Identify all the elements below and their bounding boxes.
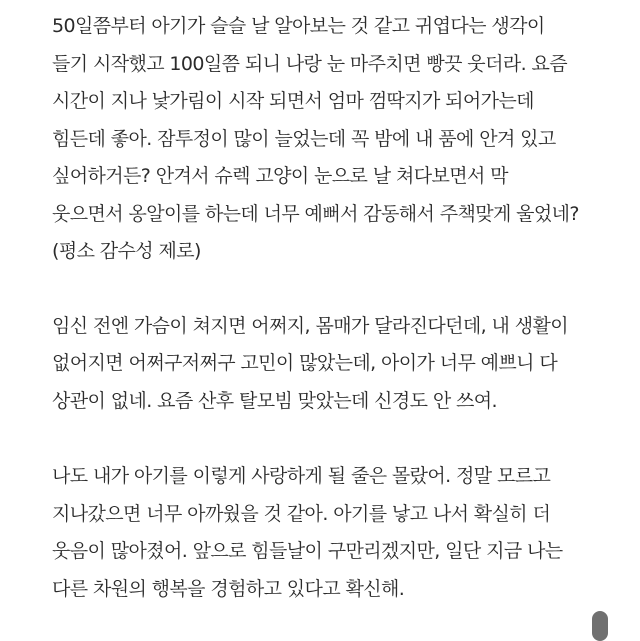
text-line: 시간이 지나 낯가림이 시작 되면서 엄마 껌딱지가 되어가는데 [52,90,534,112]
text-line: 임신 전엔 가슴이 쳐지면 어쩌지, 몸매가 달라진다던데, 내 생활이 [52,314,569,337]
paragraph-pregnancy-worries [52,308,620,421]
scroll-indicator[interactable] [592,611,608,641]
paragraph-spacer [52,271,620,308]
paragraph-baby-smiles [52,8,620,271]
text-line: 웃음이 많아졌어. 앞으로 힘들날이 구만리겠지만, 일단 지금 나는 [52,540,563,562]
text-line: 들기 시작했고 100일쯤 되니 나랑 눈 마주치면 빵끗 웃더라. 요즘 [52,52,567,75]
text-line: 지나갔으면 너무 아까웠을 것 같아. 아기를 낳고 나서 확실히 더 [52,502,551,525]
text-line: 싶어하거든? 안겨서 슈렉 고양이 눈으로 날 쳐다보면서 막 [52,165,508,187]
text-line: 상관이 없네. 요즘 산후 탈모빔 맞았는데 신경도 안 쓰여. [52,389,497,412]
text-line: 50일쯤부터 아기가 슬슬 날 알아보는 것 같고 귀엽다는 생각이 [52,15,545,37]
text-line: 웃으면서 옹알이를 하는데 너무 예뻐서 감동해서 주책맞게 울었네? [52,202,579,225]
text-line: (평소 감수성 제로) [52,240,201,262]
text-line: 없어지면 어쩌구저쩌구 고민이 많았는데, 아이가 너무 예쁘니 다 [52,352,558,374]
text-line: 힘든데 좋아. 잠투정이 많이 늘었는데 꼭 밤에 내 품에 안겨 있고 [52,127,556,150]
text-line: 나도 내가 아기를 이렇게 사랑하게 될 줄은 몰랐어. 정말 모르고 [52,465,551,487]
text-line: 다른 차원의 행복을 경험하고 있다고 확신해. [52,577,405,600]
paragraph-spacer [52,420,620,458]
paragraph-new-happiness [52,458,620,608]
